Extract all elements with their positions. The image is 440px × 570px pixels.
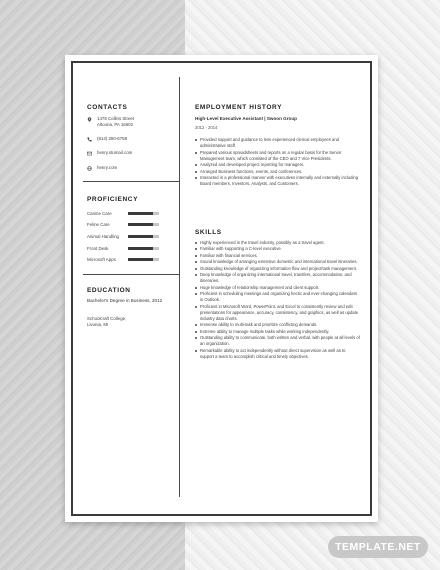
list-item: Remarkable ability to act independently without direct supervision as well as to support a team to accomplish critical and timely objectives.: [195, 348, 360, 360]
proficiency-bar: [128, 212, 159, 215]
employment-bullets: [195, 137, 360, 188]
contact-website: [87, 165, 175, 171]
proficiency-heading: PROFICIENCY: [87, 196, 139, 203]
template-net-watermark: TEMPLATE.NET: [328, 536, 428, 558]
list-item: Arranged Business functions, events, and conferences.: [195, 169, 360, 175]
address-line-1: 1478 Collins Street: [97, 116, 135, 121]
list-item: Familiar with supporting a C-level executive.: [195, 246, 360, 252]
proficiency-label: Animal Handling: [87, 233, 119, 239]
globe-icon: [87, 166, 92, 171]
list-item: Proficient in Microsoft Word, PowerPoint, and Excel to consistently review and edit presentations for appearance, accuracy, consistency, and graphics, as well as update industry data charts.: [195, 304, 360, 323]
bullet-dot: [195, 337, 197, 339]
column-divider: [179, 77, 180, 497]
list-item: Analyzed and developed project reporting for managers.: [195, 162, 360, 168]
bullet-dot: [195, 306, 197, 308]
contact-phone: [87, 136, 175, 142]
bullet-dot: [195, 293, 197, 295]
proficiency-label: Front Desk: [87, 245, 109, 251]
section-divider: [83, 274, 179, 275]
contact-address: [87, 116, 175, 128]
list-item: Familiar with financial services.: [195, 253, 360, 259]
list-item: Highly experienced in the travel industry, possibly as a travel agent.: [195, 240, 360, 246]
bullet-dot: [195, 177, 197, 179]
list-item: Provided support and guidance to less experienced clerical employees and administrative staff.: [195, 137, 360, 149]
list-item: Immense ability to multi-task and prioritize conflicting demands.: [195, 322, 360, 328]
email-text[interactable]: henry.stumail.com: [97, 150, 133, 155]
address-line-2: Altoona, PA 16602: [97, 122, 134, 127]
list-item: Deep knowledge of organizing international travel, transfers, accommodation, and itineraries.: [195, 272, 360, 284]
proficiency-bar: [128, 235, 159, 238]
bullet-dot: [195, 268, 197, 270]
contact-email: [87, 150, 175, 156]
phone-text: (814) 250-6758: [97, 136, 128, 141]
contacts-heading: CONTACTS: [87, 104, 128, 111]
list-item: Extreme ability to manage multiple tasks while working independently.: [195, 329, 360, 335]
education-heading: EDUCATION: [87, 287, 131, 294]
proficiency-bar: [128, 258, 159, 261]
section-divider: [83, 181, 179, 182]
bullet-dot: [195, 255, 197, 257]
proficiency-row: [87, 245, 175, 251]
bullet-dot: [195, 152, 197, 154]
list-item: Interacted in a professional manner with executives internally and externally including Board members, Investors, Analysts, and Customers.: [195, 175, 360, 187]
phone-icon: [87, 137, 92, 142]
envelope-icon: [87, 151, 92, 156]
location-pin-icon: [87, 117, 92, 122]
proficiency-bar: [128, 247, 159, 250]
proficiency-label: Canine Care: [87, 210, 112, 216]
bullet-dot: [195, 331, 197, 333]
bullet-dot: [195, 287, 197, 289]
proficiency-row: [87, 256, 175, 262]
list-item: Sound knowledge of arranging extensive domestic and international travel itineraries.: [195, 259, 360, 265]
bullet-dot: [195, 350, 197, 352]
list-item: Proficient in scheduling meetings and organizing hectic and ever-changing calendars in Outlook.: [195, 291, 360, 303]
job-title: High-Level Executive Assistant | Swoon Group: [195, 116, 297, 121]
bullet-dot: [195, 242, 197, 244]
job-dates: 2012 - 2014: [195, 125, 218, 130]
proficiency-label: Microsoft Apps: [87, 256, 116, 262]
bullet-dot: [195, 171, 197, 173]
proficiency-row: [87, 221, 175, 227]
education-degree: Bachelor's Degree in Business, 2012: [87, 298, 163, 303]
list-item: Prepared various spreadsheets and reports on a regular basis for the Senior Management team, which consisted of the CEO and 7 Vice Presidents.: [195, 150, 360, 162]
bullet-dot: [195, 248, 197, 250]
bullet-dot: [195, 164, 197, 166]
list-item: Outstanding ability to communicate, both written and verbal, with people at all levels of an organization.: [195, 335, 360, 347]
education-school: Schoolcraft College,: [87, 316, 127, 321]
proficiency-bar: [128, 223, 159, 226]
list-item: Outstanding knowledge of organizing information flow and project/task management.: [195, 266, 360, 272]
employment-heading: EMPLOYMENT HISTORY: [195, 104, 283, 111]
skills-bullets: [195, 240, 360, 360]
proficiency-label: Feline Care: [87, 221, 110, 227]
website-text[interactable]: henry.com: [97, 165, 118, 170]
proficiency-row: [87, 210, 175, 216]
proficiency-row: [87, 233, 175, 239]
bullet-dot: [195, 139, 197, 141]
skills-heading: SKILLS: [195, 229, 222, 236]
bullet-dot: [195, 324, 197, 326]
resume-page: [65, 55, 378, 522]
bullet-dot: [195, 274, 197, 276]
bullet-dot: [195, 261, 197, 263]
list-item: Huge knowledge of relationship management and client support.: [195, 285, 360, 291]
education-location: Livonia, MI: [87, 322, 109, 327]
